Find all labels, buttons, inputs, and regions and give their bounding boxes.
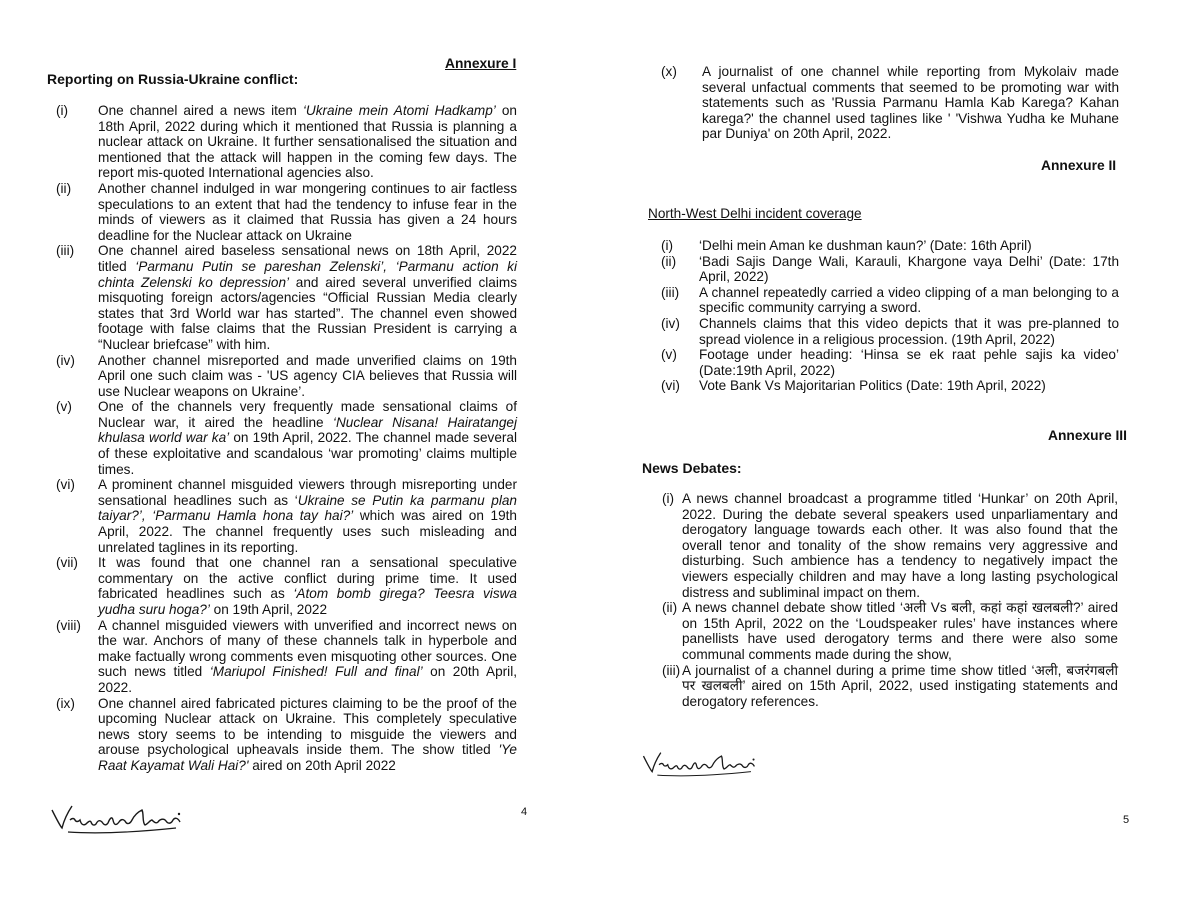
annexure-iii-title: Annexure III (1048, 428, 1127, 443)
item-number: (ii) (662, 600, 678, 616)
item-text (699, 378, 1119, 394)
item-text-segment: on 20th April, 2022. (98, 664, 517, 695)
page-number: 5 (1123, 814, 1130, 826)
item-text-italic: ‘Ukraine mein Atomi Hadkamp’ (302, 103, 496, 118)
item-text-segment: aired on 20th April 2022 (248, 757, 396, 773)
item-text-segment: A news channel debate show titled ‘अली Vs बली, कहां कहां खलबली?’ aired on 15th April, 2022 on the ‘Loudspeaker rules’ have instances where panellists have used derogatory terms and there were also some communal comments made during the show, (682, 600, 1118, 662)
news-debates-heading: News Debates: (642, 460, 742, 476)
item-number: (iv) (56, 352, 75, 368)
item-text-segment: A channel misguided viewers with unverified and incorrect news on the war. Anchors of many of these channels talk in hyperbole and make factually wrong comments even misquoting other sources. One such news titled (98, 617, 517, 680)
item-text-segment: A journalist of one channel while reporting from Mykolaiv made several unfactual comments that seemed to be promoting war with statements such as 'Russia Parmanu Hamla Kab Karega? Kahan karega?' the channel used taglines like ' 'Vishwa Yudha ke Muhane par Duniya' on 20th April, 2022. (702, 64, 1119, 142)
item-text-segment: on 19th April, 2022 (209, 602, 328, 617)
list-item (56, 353, 517, 400)
item-text (98, 696, 517, 774)
item-text (699, 347, 1119, 378)
item-text (682, 600, 1118, 662)
item-text-italic: ‘Atom bomb girega? Teesra viswa yudha suru hoga?’ (98, 586, 517, 617)
item-text-italic: 'Ye Raat Kayamat Wali Hai?' (98, 742, 517, 773)
item-text (98, 353, 517, 400)
list-item (662, 491, 1118, 600)
item-text (699, 316, 1119, 347)
list-item (661, 64, 1119, 142)
item-number: (iv) (661, 315, 680, 331)
page-4 (0, 0, 590, 900)
item-text (682, 491, 1118, 600)
item-text (98, 477, 517, 555)
item-text-segment: One of the channels very frequently made sensational claims of Nuclear war, it aired the headline (98, 399, 517, 430)
item-number: (vi) (56, 477, 75, 493)
list-item (661, 347, 1119, 378)
list-item (56, 103, 517, 181)
item-number: (vi) (661, 378, 680, 394)
item-text-segment: Another channel misreported and made unverified claims on 19th April one such claim was - 'US agency CIA believes that Russia will use Nuclear weapons on Ukraine’. (98, 352, 517, 399)
item-number: (iii) (661, 284, 680, 300)
item-text (98, 103, 517, 181)
page-number: 4 (521, 806, 528, 818)
item-text-segment: ‘Delhi mein Aman ke dushman kaun?’ (Date: 16th April) (699, 238, 1032, 253)
list-item (661, 254, 1119, 285)
item-text-segment: on 18th April, 2022 during which it mentioned that Russia is planning a nuclear attack on Ukraine. It further sensationalised the situation and mentioned that the attack will happen in the coming few days. The report mis-quoted International agencies also. (98, 103, 517, 181)
item-number: (i) (662, 491, 675, 506)
item-number: (i) (661, 238, 674, 253)
item-text (98, 555, 517, 617)
annexure-i-list (56, 103, 517, 774)
annexure-i-title: Annexure I (445, 56, 517, 71)
item-number: (v) (56, 399, 72, 415)
item-text (702, 64, 1119, 142)
item-text-segment: Footage under heading: ‘Hinsa se ek raat pehle sajis ka video’ (Date:19th April, 2022) (699, 347, 1119, 378)
signature (48, 798, 198, 838)
annexure-iii-list (662, 491, 1118, 709)
item-text-segment: which was aired on 19th April, 2022. The channel frequently uses such misleading and unrelated taglines in its reporting. (98, 508, 517, 555)
item-number: (viii) (56, 617, 81, 633)
annexure-ii-list (661, 238, 1119, 394)
list-item (661, 378, 1119, 394)
item-text-segment: Another channel indulged in war mongering continues to air factless speculations to an extent that had the tendency to infuse fear in the minds of viewers as it claimed that Russia has given a 24 hours deadline for the Nuclear attack on Ukraine (98, 180, 517, 243)
list-item (662, 663, 1118, 710)
item-number: (x) (661, 64, 677, 79)
list-item (56, 696, 517, 774)
item-number: (vii) (56, 555, 78, 571)
item-text-segment: A journalist of a channel during a prime time show titled ‘अली, बजरंगबली पर खलबली’ aired on 15th April, 2022, used instigating statements and derogatory references. (682, 662, 1118, 709)
signature-mark (48, 798, 198, 838)
item-number: (ix) (56, 695, 75, 711)
item-text-segment: on 19th April, 2022. The channel made several of these exploitative and scandalous ‘war promoting’ claims multiple times. (98, 430, 518, 477)
item-text-segment: One channel aired a news item (98, 103, 303, 118)
annexure-i-list-continued (661, 64, 1119, 142)
list-item (661, 316, 1119, 347)
item-text (699, 254, 1119, 285)
item-text (699, 285, 1119, 316)
item-text-italic: ‘Mariupol Finished! Full and final’ (209, 664, 423, 680)
list-item (661, 238, 1119, 254)
list-item (56, 477, 517, 555)
item-number: (i) (56, 103, 69, 118)
annexure-ii-title: Annexure II (1041, 158, 1117, 173)
item-number: (iii) (56, 243, 75, 259)
item-text-segment: One channel aired fabricated pictures claiming to be the proof of the upcoming Nuclear attack on Ukraine. This completely speculative news story seems to be intending to misguide the viewers and arouse psychological upheavals inside them. The show titled (98, 695, 517, 758)
list-item (661, 285, 1119, 316)
list-item (56, 243, 517, 352)
item-text (699, 238, 1119, 254)
list-item (662, 600, 1118, 662)
item-text (682, 663, 1118, 710)
item-text-segment: It was found that one channel ran a sensational speculative commentary on the active conflict during prime time. It used fabricated headlines such as (98, 555, 517, 602)
item-text-italic: ‘Nuclear Nisana! Hairatangej khulasa world war ka’ (98, 414, 518, 446)
item-text (98, 181, 517, 243)
delhi-incident-heading: North-West Delhi incident coverage (648, 206, 862, 221)
item-text-segment: A channel repeatedly carried a video clipping of a man belonging to a specific community carrying a sword. (699, 284, 1119, 316)
list-item (56, 618, 517, 696)
item-text-italic: ‘Parmanu Putin se pareshan Zelenski’, ‘Parmanu action ki chinta Zelenski ko depression’ (98, 258, 517, 290)
item-text (98, 243, 517, 352)
item-number: (ii) (661, 253, 677, 269)
item-text-segment: A news channel broadcast a programme titled ‘Hunkar’ on 20th April, 2022. During the debate several speakers used unparliamentary and derogatory language towards each other. It was also found that the overall tenor and tonality of the show remains very aggressive and disturbing. Such ambience has a tendency to negatively impact the viewers especially children and may have a long lasting psychological distress and subliminal impact on them. (682, 491, 1118, 600)
item-number: (iii) (662, 662, 681, 678)
item-text-segment: One channel aired baseless sensational news on 18th April, 2022 titled (98, 243, 517, 274)
list-item (56, 399, 517, 477)
item-number: (ii) (56, 180, 72, 196)
item-text-segment: Vote Bank Vs Majoritarian Politics (Date: 19th April, 2022) (699, 378, 1046, 394)
item-text (98, 399, 517, 477)
item-number: (v) (661, 347, 677, 363)
item-text (98, 618, 517, 696)
list-item (56, 555, 517, 617)
list-item (56, 181, 517, 243)
item-text-segment: Channels claims that this video depicts that it was pre-planned to spread violence in a religious procession. (19th April, 2022) (699, 315, 1119, 347)
russia-ukraine-heading: Reporting on Russia-Ukraine conflict: (47, 71, 299, 87)
item-text-italic: Ukraine se Putin ka parmanu plan taiyar?’, ‘Parmanu Hamla hona tay hai?’ (98, 492, 517, 524)
item-text-segment: ‘Badi Sajis Dange Wali, Karauli, Khargone vaya Delhi’ (Date: 17th April, 2022) (699, 253, 1119, 285)
item-text-segment: and aired several unverified claims misquoting foreign actors/agencies “Official Russian Media clearly states that 3rd World war has started”. The channel even showed footage with false claims that the Russian President is carrying a “Nuclear briefcase” with him. (98, 274, 518, 352)
page-5 (600, 0, 1200, 900)
signature-mark (640, 745, 770, 781)
signature (640, 745, 770, 781)
item-text-segment: A prominent channel misguided viewers through misreporting under sensational headlines such as ‘ (98, 477, 517, 508)
